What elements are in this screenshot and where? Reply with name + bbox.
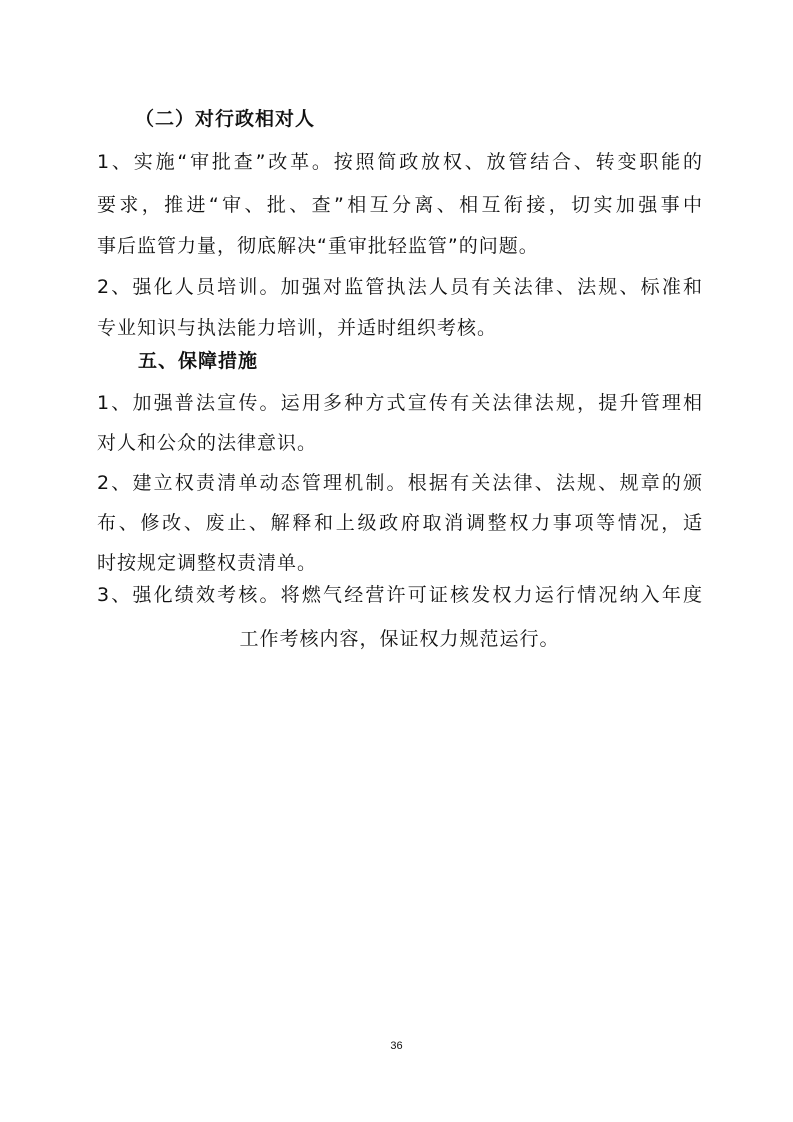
page-number: 36 bbox=[390, 1040, 403, 1052]
paragraph-line: 事后监管力量，彻底解决“重审批轻监管”的问题。 bbox=[97, 235, 539, 257]
paragraph-line: 时按规定调整权责清单。 bbox=[97, 552, 318, 574]
paragraph-line: 要求，推进“审、批、查”相互分离、相互衔接，切实加强事中 bbox=[97, 194, 702, 216]
paragraph-line: 布、修改、废止、解释和上级政府取消调整权力事项等情况，适 bbox=[97, 512, 702, 534]
section-heading-admin-counterpart: （二）对行政相对人 bbox=[135, 108, 316, 130]
paragraph-line: 专业知识与执法能力培训，并适时组织考核。 bbox=[97, 317, 498, 339]
section-heading-safeguard-measures: 五、保障措施 bbox=[138, 350, 259, 372]
paragraph-line: 3、强化绩效考核。将燃气经营许可证核发权力运行情况纳入年度 bbox=[97, 584, 702, 606]
paragraph-line: 1、加强普法宣传。运用多种方式宣传有关法律法规，提升管理相 bbox=[97, 392, 702, 414]
paragraph-line: 1、实施“审批查”改革。按照简政放权、放管结合、转变职能的 bbox=[97, 151, 702, 173]
paragraph-line: 2、建立权责清单动态管理机制。根据有关法律、法规、规章的颁 bbox=[97, 472, 702, 494]
paragraph-line-centered: 工作考核内容，保证权力规范运行。 bbox=[239, 628, 560, 650]
paragraph-line: 对人和公众的法律意识。 bbox=[97, 432, 318, 454]
paragraph-line: 2、强化人员培训。加强对监管执法人员有关法律、法规、标准和 bbox=[97, 276, 702, 298]
